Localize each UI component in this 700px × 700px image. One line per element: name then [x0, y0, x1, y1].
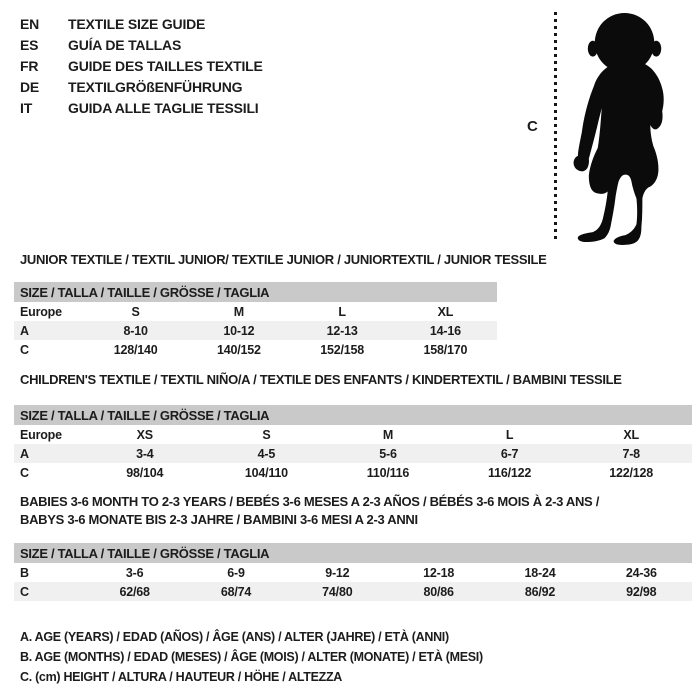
table-cell: M	[382, 427, 394, 442]
children-section-title: CHILDREN'S TEXTILE / TEXTIL NIÑO/A / TEXTILE DES ENFANTS / KINDERTEXTIL / BAMBINI TESSILE	[20, 372, 622, 387]
table-cell: 6-7	[500, 446, 519, 461]
language-row-it	[20, 97, 263, 118]
table-cell: 98/104	[126, 465, 164, 480]
language-row-en	[20, 13, 263, 34]
language-row-fr	[20, 55, 263, 76]
table-cell: 5-6	[379, 446, 397, 461]
language-row-de	[20, 76, 263, 97]
table-cell: M	[233, 304, 244, 319]
table-cell: 24-36	[625, 565, 657, 580]
table-cell: 104/110	[244, 465, 288, 480]
table-cell: 14-16	[429, 323, 461, 338]
table-cell: 116/122	[488, 465, 532, 480]
table-cell: 80/86	[423, 584, 454, 599]
language-code: FR	[20, 57, 39, 74]
language-code: IT	[20, 99, 33, 116]
table-row-height	[14, 463, 692, 482]
table-cell: 122/128	[609, 465, 654, 480]
junior-size-table	[14, 282, 497, 359]
table-cell: 3-6	[125, 565, 144, 580]
language-code: ES	[20, 36, 39, 53]
language-label: GUÍA DE TALLAS	[68, 36, 182, 53]
size-table-header: SIZE / TALLA / TAILLE / GRÖSSE / TAGLIA	[14, 405, 692, 425]
table-cell: XL	[623, 427, 639, 442]
height-dotted-line	[554, 12, 557, 243]
table-row-europe	[14, 302, 497, 321]
table-cell: 110/116	[366, 465, 410, 480]
table-cell: 12-18	[423, 565, 455, 580]
language-label: TEXTILE SIZE GUIDE	[68, 15, 206, 32]
row-label: Europe	[20, 427, 62, 442]
table-row-months	[14, 563, 692, 582]
language-list	[20, 13, 263, 118]
table-cell: S	[131, 304, 140, 319]
table-cell: 9-12	[325, 565, 350, 580]
row-label: A	[20, 446, 29, 461]
language-code: DE	[20, 78, 40, 95]
table-cell: XL	[437, 304, 454, 319]
table-cell: S	[262, 427, 271, 442]
table-cell: 128/140	[113, 342, 158, 357]
babies-section-title-line1: BABIES 3-6 MONTH TO 2-3 YEARS / BEBÉS 3-6 MESES A 2-3 AÑOS / BÉBÉS 3-6 MOIS À 2-3 ANS /	[20, 494, 600, 509]
table-cell: 92/98	[626, 584, 657, 599]
table-cell: 152/158	[320, 342, 365, 357]
table-cell: 62/68	[119, 584, 150, 599]
language-label: GUIDE DES TAILLES TEXTILE	[68, 57, 263, 74]
table-cell: 10-12	[223, 323, 255, 338]
table-cell: 74/80	[322, 584, 353, 599]
language-label: GUIDA ALLE TAGLIE TESSILI	[68, 99, 259, 116]
table-cell: 4-5	[257, 446, 276, 461]
row-label: C	[20, 584, 29, 599]
language-label: TEXTILGRÖßENFÜHRUNG	[68, 78, 243, 95]
table-cell: 86/92	[524, 584, 556, 599]
language-row-es	[20, 34, 263, 55]
language-code: EN	[20, 15, 40, 32]
table-cell: XS	[136, 427, 153, 442]
table-row-height	[14, 340, 497, 359]
note-age-months: B. AGE (MONTHS) / EDAD (MESES) / ÂGE (MOIS) / ALTER (MONATE) / ETÀ (MESI)	[20, 650, 483, 664]
row-label: C	[20, 465, 29, 480]
table-cell: 7-8	[622, 446, 640, 461]
row-label: Europe	[20, 304, 62, 319]
table-row-europe	[14, 425, 692, 444]
size-table-header: SIZE / TALLA / TAILLE / GRÖSSE / TAGLIA	[14, 543, 692, 563]
table-cell: L	[338, 304, 346, 319]
note-age-years: A. AGE (YEARS) / EDAD (AÑOS) / ÂGE (ANS) / ALTER (JAHRE) / ETÀ (ANNI)	[20, 630, 449, 644]
table-cell: 140/152	[216, 342, 261, 357]
row-label: B	[20, 565, 29, 580]
babies-size-table	[14, 543, 692, 601]
table-cell: 158/170	[423, 342, 468, 357]
table-cell: 3-4	[136, 446, 154, 461]
table-cell: 12-13	[326, 323, 358, 338]
table-cell: 6-9	[227, 565, 245, 580]
table-row-age	[14, 321, 497, 340]
children-size-table	[14, 405, 692, 482]
table-cell: 68/74	[220, 584, 252, 599]
table-row-age	[14, 444, 692, 463]
table-cell: 18-24	[524, 565, 556, 580]
table-cell: 8-10	[123, 323, 148, 338]
note-height-cm: C. (cm) HEIGHT / ALTURA / HAUTEUR / HÖHE / ALTEZZA	[20, 670, 343, 684]
junior-section-title: JUNIOR TEXTILE / TEXTIL JUNIOR/ TEXTILE JUNIOR / JUNIORTEXTIL / JUNIOR TESSILE	[20, 252, 547, 267]
row-label: A	[20, 323, 29, 338]
height-measure-label: C	[527, 118, 538, 135]
legend-notes	[20, 630, 483, 690]
babies-section-title-line2: BABYS 3-6 MONATE BIS 2-3 JAHRE / BAMBINI 3-6 MESI A 2-3 ANNI	[20, 512, 418, 527]
size-table-header: SIZE / TALLA / TAILLE / GRÖSSE / TAGLIA	[14, 282, 497, 302]
table-cell: L	[505, 427, 514, 442]
toddler-silhouette-icon	[561, 7, 694, 247]
table-row-height	[14, 582, 692, 601]
row-label: C	[20, 342, 29, 357]
